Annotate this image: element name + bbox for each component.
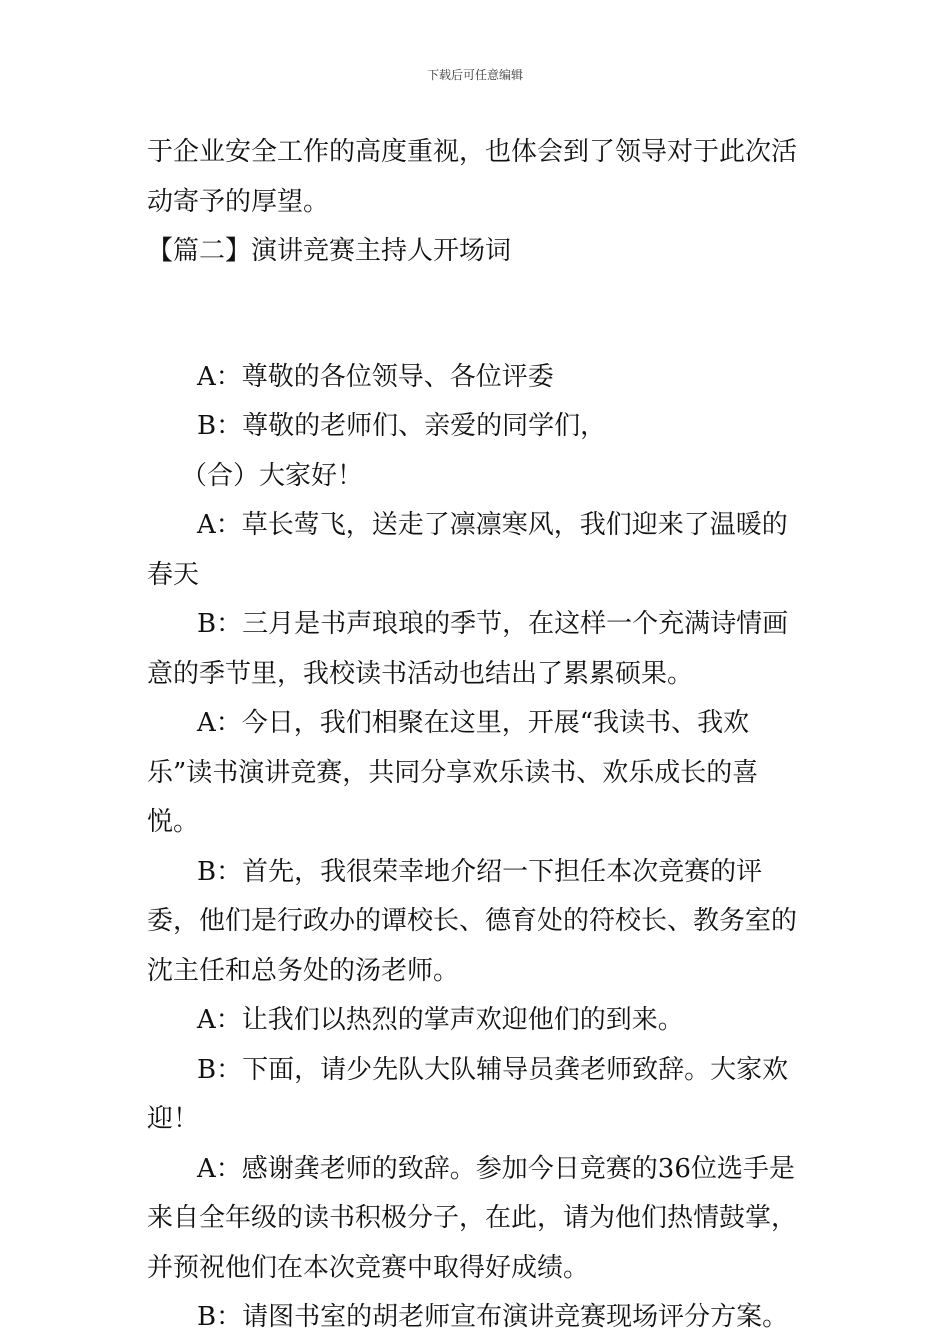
blank-line bbox=[147, 277, 809, 353]
paragraph: （合）大家好！ bbox=[181, 460, 364, 491]
paragraph: B：三月是书声琅琅的季节，在这样一个充满诗情画意的季节里，我校读书活动也结出了累累硕果。 bbox=[147, 609, 789, 689]
paragraph: A：感谢龚老师的致辞。参加今日竞赛的36位选手是来自全年级的读书积极分子，在此，请为他们热情鼓掌，并预祝他们在本次竞赛中取得好成绩。 bbox=[147, 1153, 798, 1283]
paragraph: A：让我们以热烈的掌声欢迎他们的到来。 bbox=[197, 1005, 684, 1035]
paragraph: A：草长莺飞，送走了凛凛寒风，我们迎来了温暖的春天 bbox=[147, 510, 788, 590]
page-header-note: 下载后可任意编辑 bbox=[426, 68, 523, 82]
paragraph-continued: 于企业安全工作的高度重视，也体会到了领导对于此次活动寄予的厚望。 bbox=[147, 137, 798, 217]
paragraph: B：尊敬的老师们、亲爱的同学们， bbox=[197, 411, 607, 441]
paragraph: A：尊敬的各位领导、各位评委 bbox=[197, 361, 554, 392]
section-title: 【篇二】演讲竞赛主持人开场词 bbox=[147, 236, 512, 266]
paragraph: A：今日，我们相聚在这里，开展“我读书、我欢乐”读书演讲竞赛，共同分享欢乐读书、欢乐成长的喜悦。 bbox=[147, 708, 759, 837]
document-body bbox=[147, 128, 809, 1343]
paragraph: B：下面，请少先队大队辅导员龚老师致辞。大家欢迎！ bbox=[147, 1054, 789, 1134]
paragraph: B：请图书室的胡老师宣布演讲竞赛现场评分方案。 bbox=[197, 1302, 789, 1332]
paragraph: B：首先，我很荣幸地介绍一下担任本次竞赛的评委，他们是行政办的谭校长、德育处的符校长、教务室的沈主任和总务处的汤老师。 bbox=[147, 856, 798, 986]
